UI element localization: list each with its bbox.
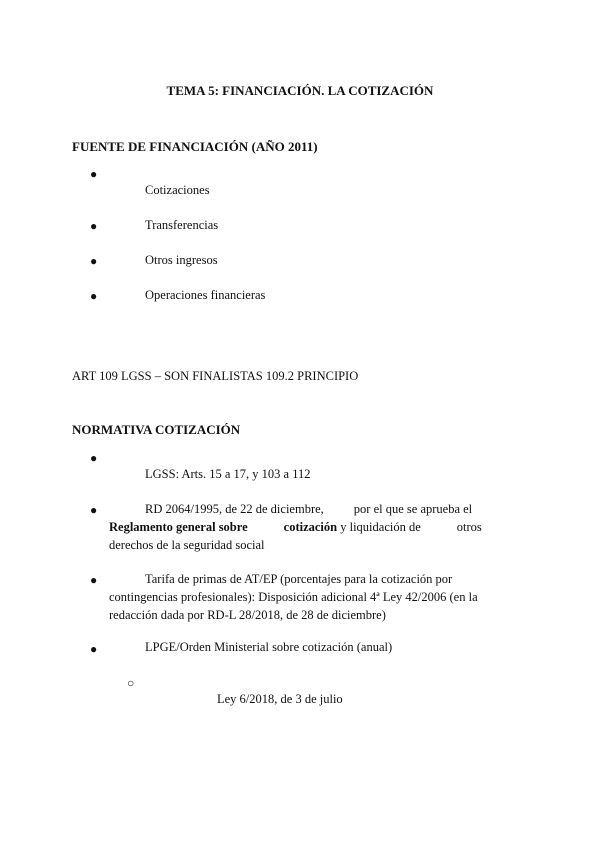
bullet-icon: ● <box>90 167 98 181</box>
rd-bold-2: cotización <box>283 520 338 534</box>
rd-text-5: derechos de la seguridad social <box>109 538 265 552</box>
bullet-icon: ● <box>90 503 98 517</box>
bullet-icon: ● <box>90 254 98 268</box>
rd-text-2: por el que se aprueba el <box>353 502 473 516</box>
section-heading-financiacion: FUENTE DE FINANCIACIÓN (AÑO 2011) <box>72 139 318 154</box>
section-heading-normativa: NORMATIVA COTIZACIÓN <box>72 422 241 437</box>
bullet-icon: ● <box>90 451 98 465</box>
list-item-cotizaciones: Cotizaciones <box>145 183 210 197</box>
document-title: TEMA 5: FINANCIACIÓN. LA COTIZACIÓN <box>166 83 434 98</box>
tarifa-line-2: contingencias profesionales): Disposición adicional 4ª Ley 42/2006 (en la <box>109 590 478 604</box>
list-item-rd-2064 <box>109 500 504 554</box>
rd-bold-1: Reglamento general sobre <box>109 520 248 534</box>
rd-text-1: RD 2064/1995, de 22 de diciembre, <box>145 502 324 516</box>
rd-text-3: y liquidación de <box>340 520 421 534</box>
tarifa-line-3: redacción dada por RD-L 28/2018, de 28 de diciembre) <box>109 608 386 622</box>
bullet-icon: ● <box>90 219 98 233</box>
list-item-lpge: LPGE/Orden Ministerial sobre cotización (anual) <box>145 640 393 654</box>
list-item-operaciones-financieras: Operaciones financieras <box>145 288 266 302</box>
list-item-lgss: LGSS: Arts. 15 a 17, y 103 a 112 <box>145 467 311 481</box>
bullet-icon: ● <box>90 289 98 303</box>
bullet-icon: ● <box>90 573 98 587</box>
list-item-otros-ingresos: Otros ingresos <box>145 253 218 267</box>
rd-text-4: otros <box>456 520 482 534</box>
list-item-tarifa-primas <box>109 570 504 624</box>
sub-list-item-ley-6-2018: Ley 6/2018, de 3 de julio <box>217 692 343 706</box>
tarifa-line-1: Tarifa de primas de AT/EP (porcentajes para la cotización por <box>145 572 453 586</box>
bullet-icon: ● <box>90 642 98 656</box>
list-item-transferencias: Transferencias <box>145 218 219 232</box>
art-109-line: ART 109 LGSS – SON FINALISTAS 109.2 PRINCIPIO <box>72 369 359 383</box>
sub-bullet-icon: ○ <box>127 676 135 690</box>
